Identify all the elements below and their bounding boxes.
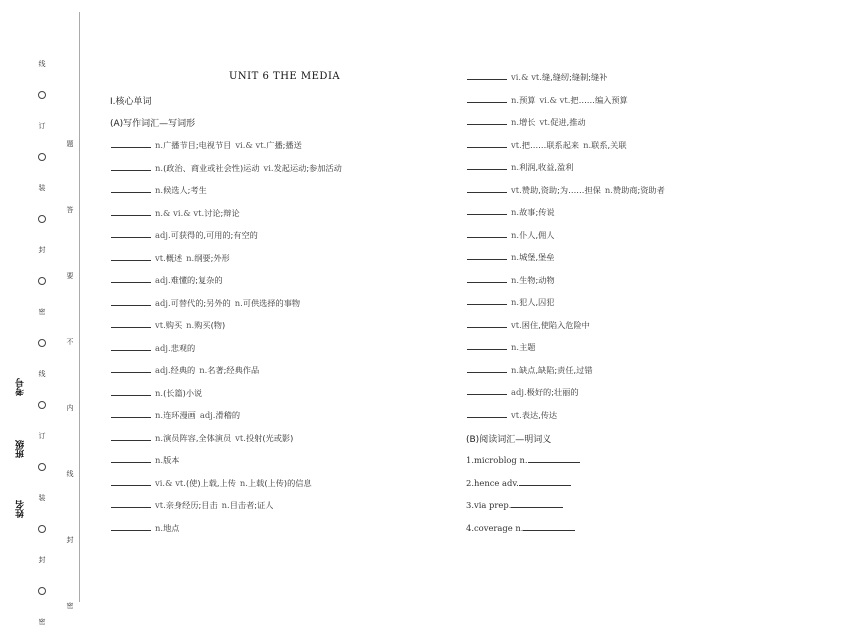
definition: 版本	[163, 455, 180, 465]
part-of-speech: n.	[155, 432, 164, 443]
vocab-item	[466, 71, 607, 83]
answer-blank[interactable]	[467, 161, 507, 170]
answer-blank[interactable]	[111, 499, 151, 508]
definition: 候选人;考生	[163, 185, 207, 195]
part-of-speech: n.	[155, 387, 164, 398]
part-of-speech: n.	[511, 94, 520, 105]
part-of-speech: n.	[511, 342, 520, 352]
part-of-speech: vi.	[263, 162, 274, 173]
vocab-item	[110, 139, 302, 151]
reading-item	[466, 499, 567, 511]
part-of-speech: vt.	[155, 500, 166, 510]
definition: (长篇)小说	[163, 387, 203, 398]
part-of-speech: n.	[511, 162, 520, 172]
answer-blank[interactable]	[467, 184, 507, 193]
binding-hole-icon	[38, 91, 46, 99]
part-a-heading: (A)写作词汇—写词形	[110, 119, 196, 129]
binding-hole-icon	[38, 277, 46, 285]
part-of-speech: n.	[583, 139, 592, 150]
vocab-item	[110, 499, 273, 511]
vocab-item	[466, 116, 586, 128]
binding-hole-icon	[38, 153, 46, 161]
part-of-speech: n.	[511, 274, 520, 285]
definition: 把……联系起来	[521, 139, 580, 150]
vocab-item	[110, 432, 293, 444]
vocab-item	[110, 364, 259, 376]
exam-number-label: 考号	[16, 378, 26, 396]
vocab-item	[110, 522, 179, 534]
part-of-speech: n.	[221, 500, 230, 510]
binding-line	[79, 12, 80, 602]
part-of-speech: n.	[155, 140, 164, 150]
part-of-speech: n.	[199, 365, 208, 375]
part-b-heading: (B)阅读词汇—明词义	[466, 435, 552, 445]
seal-char: 封	[66, 536, 74, 544]
part-of-speech: n.	[234, 297, 243, 308]
part-of-speech: n.	[155, 185, 164, 195]
definition: 利润,收益,盈利	[519, 162, 574, 172]
answer-blank[interactable]	[111, 252, 151, 261]
seal-char: 密	[38, 618, 46, 626]
definition: 发起运动;参加活动	[273, 162, 342, 173]
reading-word: 4.coverage n.	[466, 522, 524, 533]
definition: 赞助,资助;为……担保	[521, 184, 601, 195]
part-of-speech: n.	[239, 477, 248, 488]
definition: 难懂的;复杂的	[170, 275, 223, 285]
vocab-item	[110, 162, 342, 174]
definition: 城堡,堡垒	[519, 252, 555, 262]
part-of-speech: n.	[511, 252, 520, 262]
class-label: 班级	[16, 440, 26, 458]
seal-char: 密	[66, 602, 74, 610]
reading-item	[466, 454, 584, 466]
part-of-speech: n.	[155, 162, 164, 173]
part-of-speech: vi.& vt.	[155, 477, 186, 488]
part-of-speech: vi.& vt.	[539, 94, 571, 105]
definition: 联系,关联	[591, 139, 627, 150]
part-of-speech: adj.	[155, 365, 171, 375]
binding-hole-icon	[38, 525, 46, 533]
seal-char: 不	[66, 338, 74, 346]
part-of-speech: adj.	[155, 297, 171, 308]
answer-blank[interactable]	[467, 341, 507, 350]
seal-char: 线	[66, 470, 74, 478]
seal-char: 订	[38, 122, 46, 130]
definition: 投射(光或影)	[245, 432, 294, 443]
part-of-speech: adj.	[511, 387, 527, 397]
definition: 把……编入预算	[570, 94, 628, 105]
seal-char: 内	[66, 404, 74, 412]
vocab-item	[466, 274, 555, 286]
answer-blank[interactable]	[467, 251, 507, 260]
reading-item	[466, 522, 579, 534]
answer-blank[interactable]	[111, 409, 151, 418]
part-of-speech: n.	[604, 184, 613, 195]
part-of-speech: n.	[155, 410, 164, 420]
vocab-item	[110, 409, 240, 421]
part-of-speech: vt.	[511, 319, 522, 330]
seal-char: 要	[66, 272, 74, 280]
answer-blank[interactable]	[111, 139, 151, 148]
seal-char: 订	[38, 432, 46, 440]
definition: 连环漫画	[163, 410, 196, 420]
vocab-item	[466, 184, 665, 196]
vocab-item	[466, 206, 555, 218]
part-of-speech: vt.	[511, 139, 522, 150]
definition: 缺点,缺陷;责任,过错	[519, 364, 593, 375]
vocab-item	[110, 387, 202, 399]
definition: 经典的	[170, 365, 196, 375]
answer-blank[interactable]	[111, 162, 151, 171]
answer-blank[interactable]	[467, 364, 507, 373]
vocab-item	[466, 409, 557, 421]
definition: 购买	[165, 320, 183, 330]
seal-char: 封	[38, 556, 46, 564]
definition: 促进,推动	[550, 117, 586, 127]
vocab-item	[110, 342, 195, 354]
answer-blank[interactable]	[467, 206, 507, 215]
answer-blank[interactable]	[467, 319, 507, 328]
answer-blank[interactable]	[511, 499, 563, 508]
binding-hole-icon	[38, 463, 46, 471]
definition: (使)上载,上传	[185, 477, 236, 488]
answer-blank[interactable]	[111, 297, 151, 306]
definition: 极好的;壮丽的	[526, 387, 579, 397]
answer-blank[interactable]	[467, 229, 507, 238]
vocab-item	[466, 319, 590, 331]
vocab-item	[110, 477, 312, 489]
seal-char: 答	[66, 206, 74, 214]
name-label: 姓名	[16, 500, 26, 518]
definition: 讨论;辩论	[204, 207, 240, 218]
vocab-item	[110, 297, 300, 309]
definition: 纲要;外形	[194, 252, 230, 263]
answer-blank[interactable]	[111, 207, 151, 216]
definition: 犯人,囚犯	[519, 297, 555, 307]
definition: 缝,缝纫;缝制;缝补	[541, 72, 608, 82]
vocab-item	[466, 386, 579, 398]
answer-blank[interactable]	[111, 522, 151, 531]
answer-blank[interactable]	[111, 364, 151, 373]
part-of-speech: vt.	[539, 117, 551, 127]
answer-blank[interactable]	[111, 229, 151, 238]
answer-blank[interactable]	[528, 454, 580, 463]
definition: 困住,使陷入危险中	[521, 319, 590, 330]
vocab-item	[466, 364, 593, 376]
definition: 悲观的	[170, 342, 196, 353]
reading-word: 2.hence adv.	[466, 477, 519, 488]
reading-word: 1.microblog n.	[466, 455, 528, 465]
part-of-speech: vi.& vt.	[235, 140, 267, 150]
part-of-speech: n.	[155, 455, 164, 465]
vocab-item	[466, 94, 628, 106]
binding-hole-icon	[38, 339, 46, 347]
answer-blank[interactable]	[467, 139, 507, 148]
vocab-item	[110, 184, 207, 196]
part-of-speech: n.	[511, 117, 520, 127]
seal-char: 装	[38, 494, 46, 502]
page-title: UNIT 6 THE MEDIA	[229, 71, 341, 82]
part-of-speech: vt.	[511, 184, 522, 195]
vocab-item	[110, 454, 179, 466]
definition: 表达,传达	[521, 409, 558, 420]
vocab-item	[466, 161, 573, 173]
definition: 可供选择的事物	[242, 297, 301, 308]
definition: 可获得的,可用的;有空的	[170, 230, 258, 240]
answer-blank[interactable]	[467, 296, 507, 305]
part-of-speech: vt.	[155, 252, 166, 263]
part-of-speech: n.	[511, 364, 520, 375]
section-heading: Ⅰ.核心单词	[110, 97, 152, 107]
definition: (政治、商业或社会性)运动	[163, 162, 260, 173]
definition: 预算	[519, 94, 536, 105]
answer-blank[interactable]	[467, 94, 507, 103]
vocab-item	[110, 252, 230, 264]
part-of-speech: vi.& vt.	[511, 72, 542, 82]
answer-blank[interactable]	[467, 71, 507, 80]
definition: 增长	[519, 117, 536, 127]
definition: 主题	[519, 342, 536, 352]
binding-hole-icon	[38, 587, 46, 595]
definition: 滑稽的	[215, 410, 241, 420]
answer-blank[interactable]	[467, 274, 507, 283]
part-of-speech: adj.	[155, 275, 171, 285]
part-of-speech: n.	[511, 229, 520, 240]
part-of-speech: n.	[511, 207, 520, 217]
vocab-item	[466, 229, 554, 241]
part-of-speech: n.& vi.& vt.	[155, 207, 205, 218]
seal-char: 线	[38, 370, 46, 378]
definition: 地点	[163, 522, 180, 533]
part-of-speech: n.	[511, 297, 520, 307]
part-of-speech: adj.	[155, 342, 171, 353]
part-of-speech: vt.	[235, 432, 246, 443]
binding-hole-icon	[38, 401, 46, 409]
reading-item	[466, 477, 575, 489]
definition: 演员阵容,全体演员	[163, 432, 232, 443]
definition: 生物;动物	[519, 274, 555, 285]
definition: 广播;播送	[266, 140, 302, 150]
seal-char: 密	[38, 308, 46, 316]
seal-char: 线	[38, 60, 46, 68]
vocab-item	[466, 251, 554, 263]
answer-blank[interactable]	[111, 432, 151, 441]
definition: 可替代的;另外的	[170, 297, 231, 308]
reading-word: 3.via prep.	[466, 500, 512, 510]
vocab-item	[466, 139, 627, 151]
definition: 目击者;证人	[229, 500, 274, 510]
definition: 赞助商;资助者	[612, 184, 665, 195]
definition: 概述	[165, 252, 183, 263]
answer-blank[interactable]	[111, 477, 151, 486]
definition: 故事;传说	[519, 207, 555, 217]
answer-blank[interactable]	[111, 274, 151, 283]
answer-blank[interactable]	[467, 116, 507, 125]
answer-blank[interactable]	[467, 386, 507, 395]
vocab-item	[110, 319, 225, 331]
answer-blank[interactable]	[111, 387, 151, 396]
part-of-speech: vt.	[511, 409, 522, 420]
binding-margin	[0, 0, 110, 626]
seal-char: 装	[38, 184, 46, 192]
vocab-item	[110, 207, 240, 219]
definition: 仆人,佣人	[519, 229, 555, 240]
answer-blank[interactable]	[523, 522, 575, 531]
vocab-item	[110, 274, 223, 286]
part-of-speech: adj.	[155, 230, 171, 240]
definition: 广播节目;电视节目	[163, 140, 232, 150]
vocab-item	[466, 341, 535, 353]
part-of-speech: adj.	[199, 410, 216, 420]
answer-blank[interactable]	[111, 319, 151, 328]
part-of-speech: n.	[186, 252, 195, 263]
vocab-item	[466, 296, 554, 308]
answer-blank[interactable]	[111, 342, 151, 351]
binding-hole-icon	[38, 215, 46, 223]
definition: 购买(物)	[194, 320, 226, 330]
answer-blank[interactable]	[111, 454, 151, 463]
part-of-speech: n.	[186, 320, 195, 330]
answer-blank[interactable]	[467, 409, 507, 418]
seal-char: 题	[66, 140, 74, 148]
vocab-item	[110, 229, 258, 241]
definition: 上载(上传)的信息	[247, 477, 312, 488]
seal-char: 封	[38, 246, 46, 254]
definition: 亲身经历;目击	[165, 500, 218, 510]
answer-blank[interactable]	[519, 477, 571, 486]
definition: 名著;经典作品	[207, 365, 260, 375]
part-of-speech: vt.	[155, 320, 166, 330]
part-of-speech: n.	[155, 522, 164, 533]
answer-blank[interactable]	[111, 184, 151, 193]
